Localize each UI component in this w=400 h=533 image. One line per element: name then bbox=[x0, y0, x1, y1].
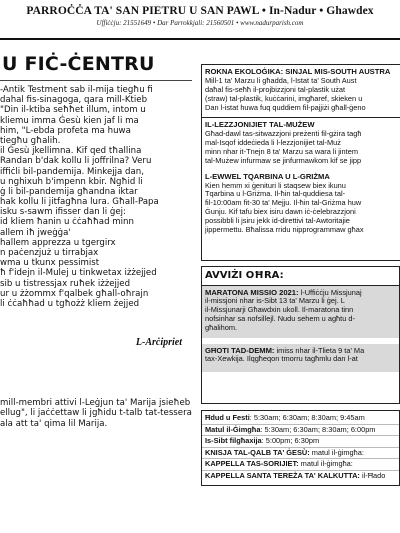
body-line: n paċenzjuż u tirrabjax bbox=[0, 248, 99, 258]
blood-donation-intro: imiss nhar il-Tlieta 9 ta' Ma bbox=[274, 346, 365, 355]
schedule-times: matul il-ġimgħa: bbox=[309, 447, 364, 457]
maratona-intro: l-Uffiċċju Missjunaj bbox=[298, 288, 362, 297]
schedule-times: : 5:30am; 6:30am; 8:30am; 9:45am bbox=[249, 413, 365, 422]
prayer-heading: L-EWWEL TQARBINA U L-GRIŻMA bbox=[205, 171, 330, 181]
body-line: ala att ta' qima lil Marija. bbox=[0, 418, 108, 429]
text-line: mal-Isqof iddeċieda li l-lezzjonijiet tal-Muż bbox=[205, 137, 341, 147]
text-line: Mill-1 ta' Marzu li għadda, l-Istat ta' South Aust bbox=[205, 77, 357, 85]
title-divider bbox=[0, 80, 192, 81]
body-line: tiegħu għalih. bbox=[0, 135, 61, 146]
body-line: "Din il-ktiba seħħet illum, intom u bbox=[0, 105, 146, 116]
body-line: kliemu imma Ġesù kien jaf li ma bbox=[0, 115, 139, 126]
body-line: hallem apprezza u tgergirx bbox=[0, 237, 116, 248]
blood-donation-notice bbox=[202, 344, 399, 372]
text-line: tax-Xewkija. Ilqgħeqon tmorru tagħmlu dan l-at bbox=[205, 355, 358, 363]
text-line: Kien hemm xi ġenituri li staqsew biex ikunu bbox=[205, 181, 346, 190]
body-line: allem iħ jweġġa' bbox=[0, 227, 71, 238]
body-line: id kliem ħanin u ċċaħħad minn bbox=[0, 217, 134, 228]
text-line: il-missjoni nhar is-Sibt 13 ta' Marzu li ġej. L bbox=[205, 297, 345, 305]
parish-contacts: Uffiċċju: 21551649 • Dar Parrokkjali: 21560501 • www.nadurparish.com bbox=[96, 19, 304, 27]
body-line: iffiċli bil-pandemija. Minkejja dan, bbox=[0, 166, 144, 177]
editorial-column bbox=[0, 44, 196, 533]
schedule-row bbox=[202, 436, 399, 448]
blood-donation-label: GĦOTI TAD-DEMM: bbox=[205, 346, 275, 355]
schedule-row bbox=[202, 459, 399, 471]
body-line: mill-membri attivi l-Leġjun ta' Marija jsieħeb bbox=[0, 398, 191, 409]
text-line: il-Missjunarji Għawdxin ukoll. Il-maratona tinn bbox=[205, 304, 354, 314]
museum-heading: IL-LEZZJONIJIET TAL-MUŻEW bbox=[205, 120, 315, 129]
text-line: nofsinhar sa nofsillejl. Nudu sehem u agħtu d- bbox=[205, 313, 355, 323]
text-line: għalihom. bbox=[205, 322, 238, 332]
schedule-label: KAPPELLA SANTA TEREŻA TA' KALKUTTA: bbox=[205, 470, 360, 480]
schedule-times: matul il-ġimgħa: bbox=[298, 459, 353, 468]
schedule-row bbox=[202, 448, 399, 460]
body-line: sib u tistressjax ruħek iżżejjed bbox=[0, 278, 131, 289]
schedule-times: : 5:30am; 6:30am; 8:30am; 6:00pm bbox=[260, 424, 376, 434]
editorial-signature: L-Arċipriet bbox=[135, 337, 182, 349]
header-rule bbox=[0, 38, 400, 40]
ecology-section bbox=[201, 64, 400, 117]
text-line: tal-Mużew infurmaw se jinfurmawkom kif se jipp bbox=[205, 155, 362, 165]
text-line: jippermettu. Bħalissa rridu nipprogrammaw għax bbox=[205, 225, 364, 235]
text-line: minn nhar it-Tnejn 8 ta' Marzu sa wara li jintem bbox=[205, 146, 358, 156]
body-line: wma u tkunx pessimist bbox=[0, 258, 100, 269]
schedule-row bbox=[202, 425, 399, 437]
news-column bbox=[201, 44, 400, 533]
mass-schedule bbox=[201, 410, 400, 486]
museum-section bbox=[201, 117, 400, 261]
body-line: li ċċaħħad u tgħożż kliem żejjed bbox=[0, 298, 140, 309]
text-line: Tqarbina u l-Griżma. Il-ħin tal-quddiesa tal- bbox=[205, 189, 346, 199]
schedule-label: KAPPELLA TAS-SORIJIET: bbox=[205, 459, 299, 468]
body-line: hak kollu li jitfagħna lura. Għall-Papa bbox=[0, 197, 159, 208]
maratona-notice bbox=[202, 286, 399, 338]
body-line: u nghixuh b'impenn kbir. Ngħid li bbox=[0, 176, 143, 187]
page-header bbox=[0, 0, 400, 40]
body-line: dahal fis-sinagoga, qara mill-Ktieb bbox=[0, 95, 148, 106]
body-line: Randan b'dak kollu li joffrilna? Veru bbox=[0, 156, 152, 167]
schedule-row bbox=[202, 471, 399, 482]
body-line: ġ li bil-pandemija għandna iktar bbox=[0, 186, 138, 197]
notices-box bbox=[201, 266, 400, 404]
text-line: daħal fis-seħħ il-projbizzjoni tal-plastik użat bbox=[205, 84, 346, 94]
text-line: possibbli li jsiru jekk id-direttivi tal-Awtoritajie bbox=[205, 216, 350, 226]
body-line: ur u żżommx f'qalbek għall-oħrajn bbox=[0, 288, 149, 299]
museum-text bbox=[202, 130, 400, 166]
text-line: fil-10:00am fit-30 ta' Mejju. Il-ħin tal-Griżma huw bbox=[205, 198, 362, 208]
body-line: ellug", li jaċċettaw li jgħidu t-talb tat-tessera bbox=[0, 408, 192, 419]
parish-name: PARROĊĊA TA' SAN PIETRU U SAN PAWL • In-Nadur • Ghawdex bbox=[26, 5, 374, 17]
body-line: ħ f'idejn il-Mulej u tinkwetax iżżejjed bbox=[0, 268, 157, 279]
notices-title: AVVIŻI OĦRA: bbox=[202, 267, 399, 286]
ecology-heading: ROKNA EKOLOĠIKA: SINJAL MIS-SOUTH AUSTRA bbox=[205, 67, 391, 76]
body-line: him, "L-ebda profeta ma huwa bbox=[0, 125, 131, 136]
prayer-text bbox=[202, 182, 400, 235]
body-line: isku s-sawm ifisser dan li ġej: bbox=[0, 207, 126, 218]
schedule-label: Is-Sibt filgħaxija bbox=[205, 436, 262, 445]
editorial-title: U FIĊ-ĊENTRU bbox=[2, 53, 155, 75]
text-line: (straw) tal-plastik, kuċċarini, imgħaref, skieken u bbox=[205, 93, 363, 103]
text-line: Għad-dawl tas-sitwazzjoni preżenti fil-gżira tagħ bbox=[205, 130, 362, 138]
schedule-label: Matul il-Ġimgħa bbox=[205, 424, 261, 434]
body-line: il Ġesù jkellimna. Kif qed tħallina bbox=[0, 146, 142, 157]
schedule-label: KNISJA TAL-QALB TA' ĠESÙ: bbox=[205, 447, 310, 457]
text-line: Dan l-istat huwa fuq quddiem fil-pajjiżi għall-ġeno bbox=[205, 102, 366, 112]
maratona-label: MARATONA MISSIO 2021: bbox=[205, 288, 299, 297]
editorial-body bbox=[0, 85, 196, 309]
schedule-times: il-Ħado bbox=[359, 470, 386, 480]
text-line: Ġunju. Kif tafu biex isiru dawn iċ-ċelebrazzjoni bbox=[205, 207, 356, 217]
schedule-row bbox=[202, 413, 399, 425]
ecology-text bbox=[202, 77, 400, 113]
legion-notice bbox=[0, 398, 196, 429]
schedule-label: Ħdud u Festi bbox=[205, 413, 250, 422]
schedule-times: : 5:00pm; 6:30pm bbox=[261, 436, 320, 445]
body-line: -Antik Testment sab il-mija tiegħu fi bbox=[0, 85, 153, 95]
